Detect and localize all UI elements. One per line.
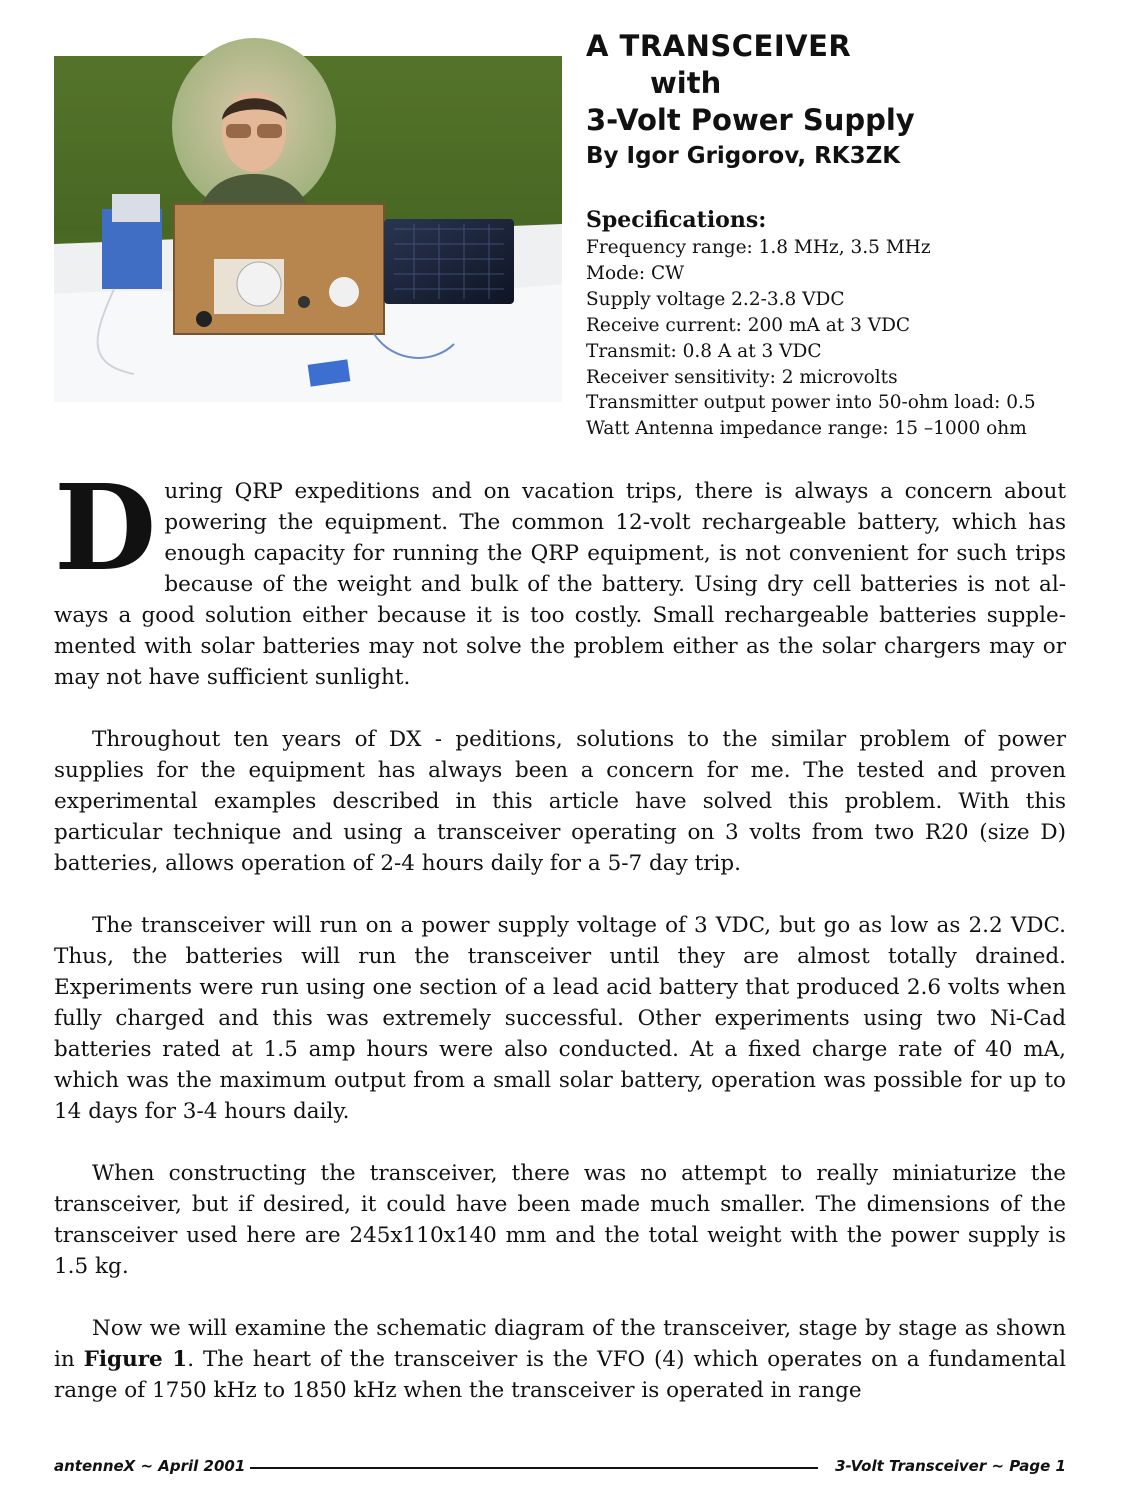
spec-line: Transmitter output power into 50-ohm load: 0.5: [586, 392, 1036, 414]
footer-page-label: 3-Volt Transceiver ~ Page 1: [835, 1457, 1066, 1475]
page-footer: [54, 1455, 1066, 1479]
spec-line: Transmit: 0.8 A at 3 VDC: [586, 340, 822, 362]
title-line-1: A TRANSCEIVER: [586, 29, 852, 63]
footer-rule: [250, 1467, 818, 1469]
paragraph-5: [54, 1313, 1066, 1406]
spec-line: Supply voltage 2.2-3.8 VDC: [586, 288, 845, 310]
paragraph-1: [54, 458, 1066, 693]
spec-line: Mode: CW: [586, 262, 685, 284]
spec-line: Watt Antenna impedance range: 15 –1000 ohm: [586, 418, 1027, 440]
paragraph-3: The transceiver will run on a power supply voltage of 3 VDC, but go as low as 2.2 VDC. Thus, the batteries will run the transceiver until they are almost totally drained. Experiments were run using one section of a lead acid battery that produced 2.6 volts when fully charged and this was extremely successful. Other experiments using two Ni-Cad batteries rated at 1.5 amp hours were also conducted. At a fixed charge rate of 40 mA, which was the maximum output from a small solar battery, operation was possible for up to 14 days for 3-4 hours daily.: [54, 913, 1066, 1124]
spec-line: Frequency range: 1.8 MHz, 3.5 MHz: [586, 237, 931, 258]
paragraph-2: Throughout ten years of DX - peditions, solutions to the similar problem of power supplies for the equipment has always been a concern for me. The tested and proven experimental examples described in this article have solved this problem. With this particular technique and using a transceiver operating on 3 volts from two R20 (size D) batteries, allows operation of 2-4 hours daily for a 5-7 day trip.: [54, 727, 1066, 876]
author-photo: [54, 34, 562, 402]
footer-publication: antenneX ~ April 2001: [54, 1457, 246, 1475]
byline: By Igor Grigorov, RK3ZK: [586, 143, 901, 169]
paragraph-1-text: uring QRP expeditions and on vacation trips, there is always a concern about powering the equipment. The common 12-volt rechargeable battery, which has enough capacity for running the QRP equipment, is not convenient for such trips because of the weight and bulk of the battery. Using dry cell batteries is not always a good solution either because it is too costly. Small rechargeable batteries supplemented with solar batteries may not solve the problem either as the solar chargers may or may not have sufficient sunlight.: [54, 479, 1066, 690]
title-line-3: 3-Volt Power Supply: [586, 103, 915, 137]
specifications-heading: Specifications:: [586, 207, 767, 233]
title-line-2: with: [650, 66, 722, 100]
spec-line: Receiver sensitivity: 2 microvolts: [586, 366, 898, 388]
paragraph-4: When constructing the transceiver, there was no attempt to really miniaturize the transceiver, but if desired, it could have been made much smaller. The dimensions of the transceiver used here are 245x110x140 mm and the total weight with the power supply is 1.5 kg.: [54, 1161, 1066, 1279]
specifications-box: [586, 205, 1106, 442]
article-title-block: [586, 28, 1106, 173]
article-body: [54, 458, 1066, 1437]
spec-line: Receive current: 200 mA at 3 VDC: [586, 314, 911, 336]
paragraph-5-text-a: Now we will examine the schematic diagram of the transceiver, stage by stage as shown in: [54, 1316, 1066, 1372]
drop-cap: D: [54, 458, 157, 597]
figure-1-reference: Figure 1: [83, 1347, 188, 1372]
paragraph-5-text-b: . The heart of the transceiver is the VFO (4) which operates on a fundamental range of 1750 kHz to 1850 kHz when the transceiver is operated in range: [54, 1347, 1066, 1403]
